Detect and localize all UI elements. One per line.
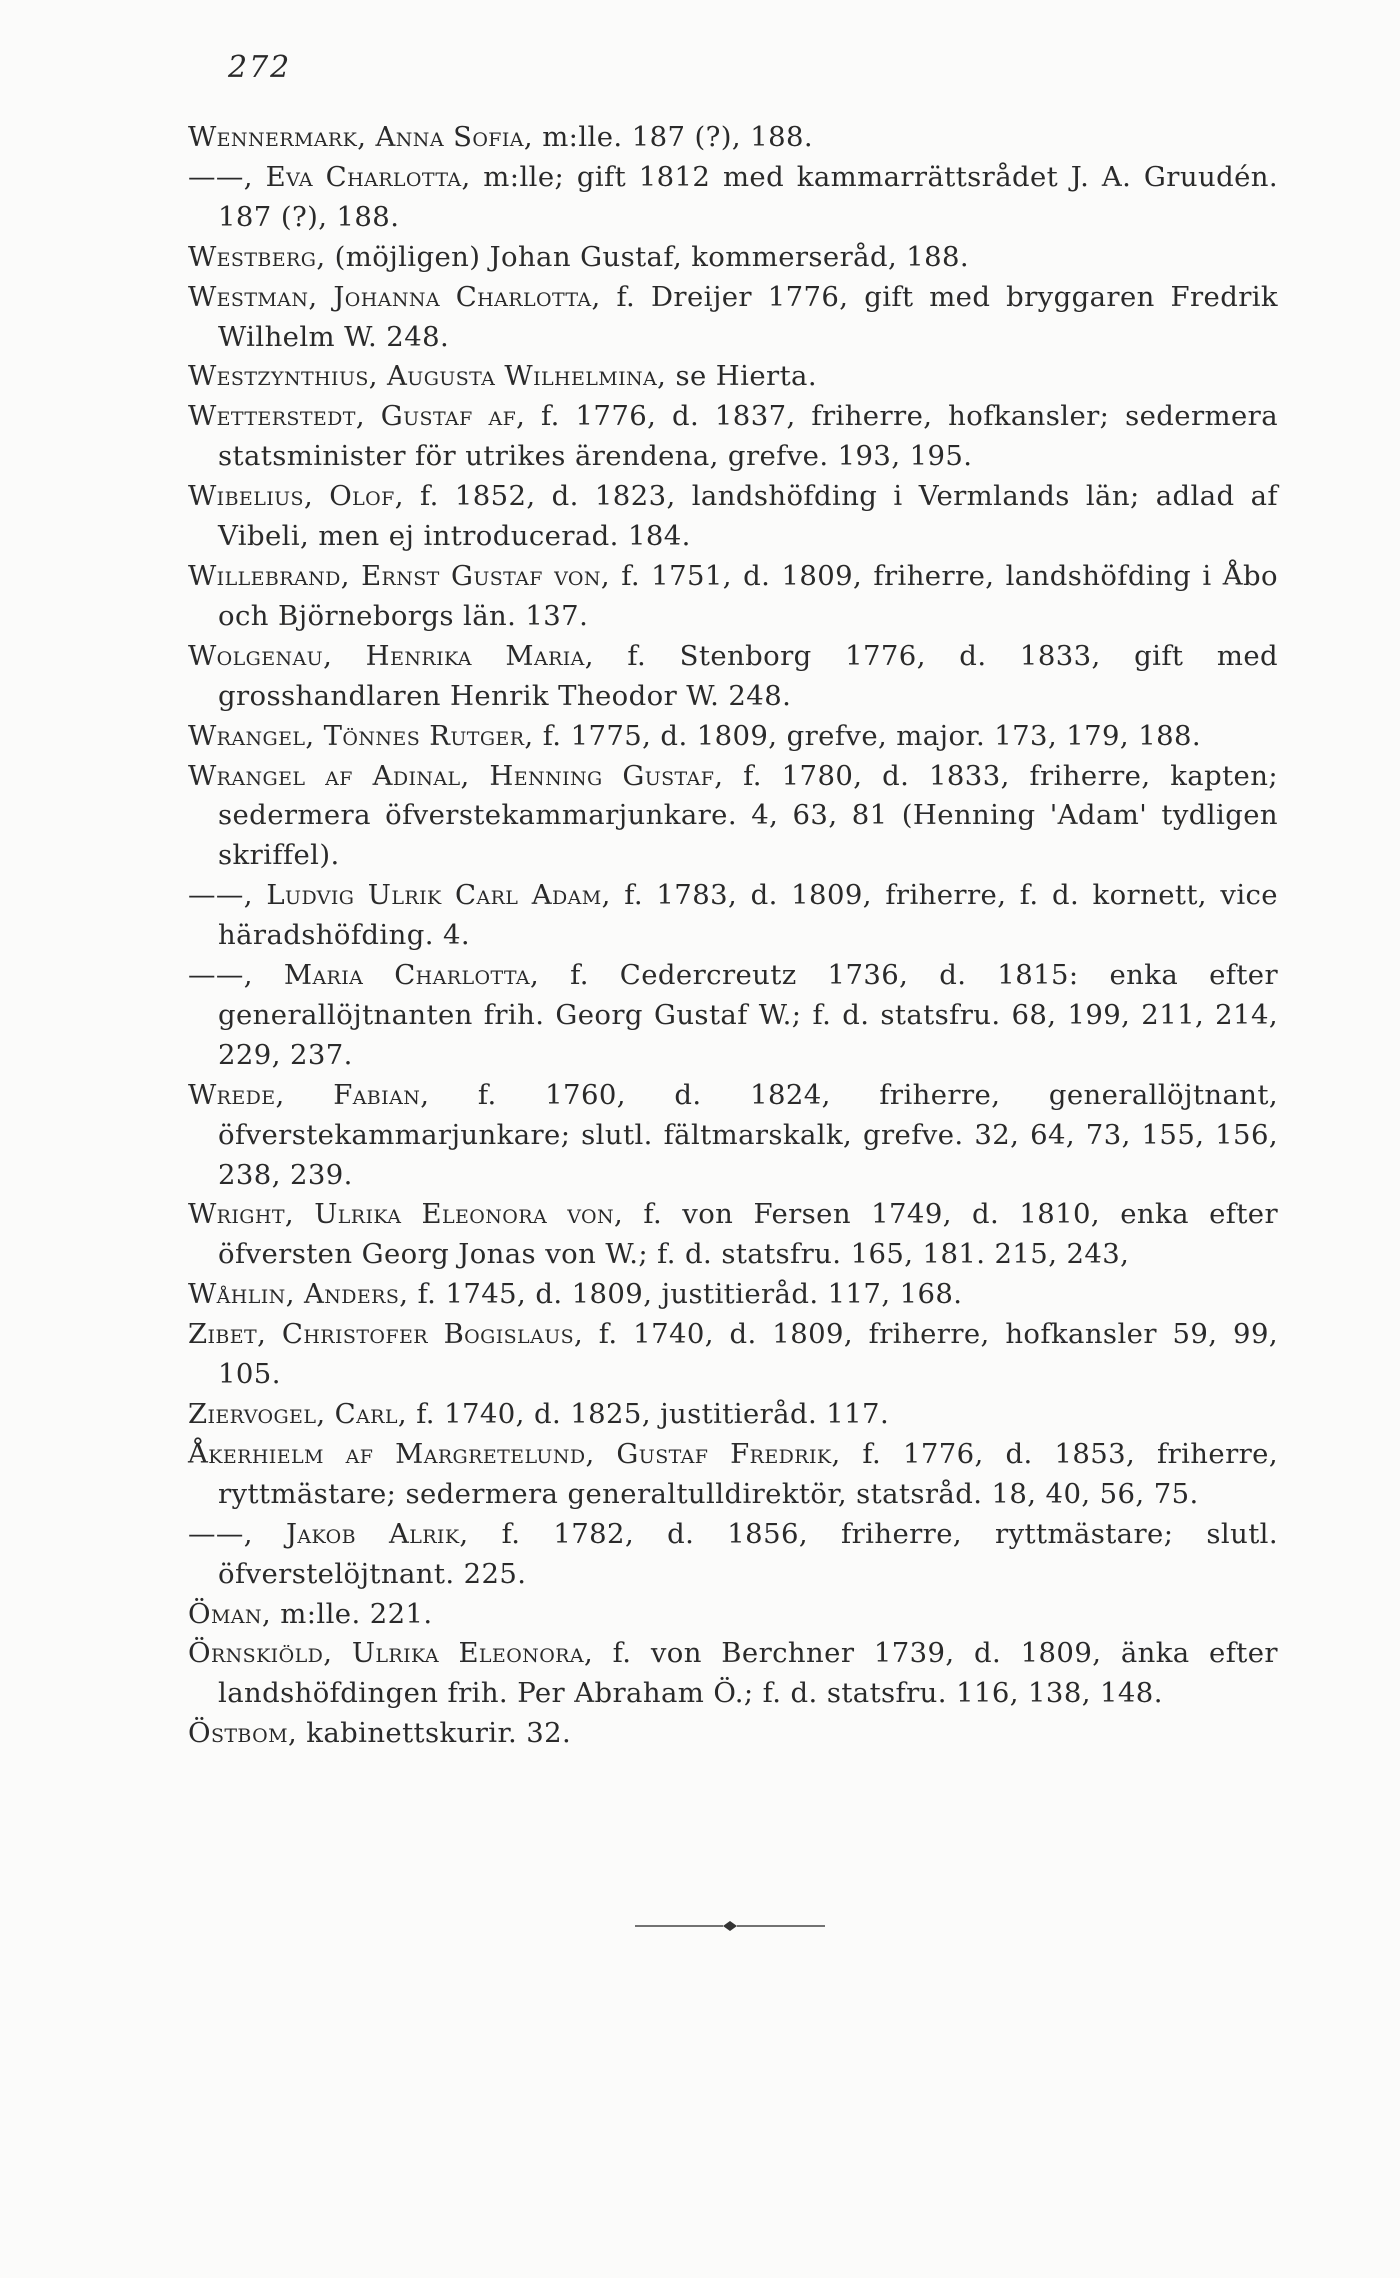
entry-name: Östbom, (188, 1717, 298, 1750)
index-entry (188, 956, 1278, 1076)
entry-name: Wolgenau, Henrika Maria, (188, 639, 594, 672)
entry-text: f. 1776, d. 1853, friherre, ryttmästare; sedermera generaltulldirektör, statsråd. 18, 40, 56, 75. (218, 1437, 1278, 1510)
entry-text: f. Dreijer 1776, gift med bryggaren Fredrik Wilhelm W. 248. (218, 280, 1278, 353)
entry-name: ——, Maria Charlotta, (188, 959, 540, 992)
entry-text: f. 1780, d. 1833, friherre, kapten; sedermera öfverstekammarjunkare. 4, 63, 81 (Henning 'Adam' tydligen skriffel). (218, 759, 1278, 872)
index-entry (188, 557, 1278, 637)
entry-name: ——, Eva Charlotta, (188, 160, 471, 193)
index-entry (188, 1595, 1278, 1635)
entry-name: Öman, (188, 1597, 272, 1630)
index-entry (188, 238, 1278, 278)
entry-text: (möjligen) Johan Gustaf, kommerseråd, 188. (325, 240, 970, 273)
entry-name: Ziervogel, Carl, (188, 1398, 408, 1430)
entry-name: Westman, Johanna Charlotta, (188, 280, 601, 313)
entry-text: m:lle. 187 (?), 188. (533, 121, 814, 153)
page-number: 272 (228, 50, 292, 85)
index-entry (188, 1076, 1278, 1196)
entry-name: ——, Ludvig Ulrik Carl Adam, (188, 879, 611, 912)
entry-name: ——, Jakob Alrik, (188, 1517, 469, 1550)
entry-text: m:lle; gift 1812 med kammarrättsrådet J. A. Gruudén. 187 (?), 188. (218, 160, 1279, 233)
entry-name: Wrangel af Adinal, Henning Gustaf, (188, 759, 724, 792)
entry-name: Wåhlin, Anders, (188, 1278, 409, 1311)
entry-name: Wright, Ulrika Eleonora von, (188, 1198, 624, 1231)
entry-name: Wrangel, Tönnes Rutger, (188, 719, 534, 752)
index-entry (188, 1435, 1278, 1515)
index-entry (188, 717, 1278, 757)
index-entry (188, 158, 1278, 238)
index-entry (188, 1275, 1278, 1315)
index-entry (188, 278, 1278, 358)
diamond-icon (723, 1921, 737, 1931)
entry-text: f. 1740, d. 1809, friherre, hofkansler 59, 99, 105. (218, 1318, 1278, 1391)
index-entry (188, 118, 1278, 158)
index-entry (188, 397, 1278, 477)
index-entry (188, 1395, 1278, 1435)
index-entry (188, 1634, 1278, 1714)
entry-name: Wennermark, Anna Sofia, (188, 121, 534, 153)
entry-text: f. 1775, d. 1809, grefve, major. 173, 179, 188. (533, 719, 1202, 752)
index-entry (188, 757, 1278, 877)
entry-text: se Hierta. (666, 360, 817, 393)
entry-text: f. 1751, d. 1809, friherre, landshöfding i Åbo och Björneborgs län. 137. (218, 559, 1278, 632)
entry-text: f. 1782, d. 1856, friherre, ryttmästare; slutl. öfverstelöjtnant. 225. (218, 1517, 1278, 1590)
entry-name: Westberg, (188, 240, 326, 273)
entry-text: f. 1776, d. 1837, friherre, hofkansler; sedermera statsminister för utrikes ärendena, grefve. 193, 195. (218, 400, 1279, 473)
entry-name: Westzynthius, Augusta Wilhelmina, (188, 360, 667, 393)
entry-name: Örnskiöld, Ulrika Eleonora, (188, 1637, 594, 1670)
index-entry (188, 357, 1278, 397)
end-ornament (635, 1914, 825, 1938)
entry-text: f. von Fersen 1749, d. 1810, enka efter öfversten Georg Jonas von W.; f. d. statsfru. 165, 181. 215, 243, (218, 1198, 1278, 1271)
entry-name: Wibelius, Olof, (188, 480, 404, 513)
entry-text: f. Cedercreutz 1736, d. 1815: enka efter generallöjtnanten frih. Georg Gustaf W.; f. d. statsfru. 68, 199, 211, 214, 229, 237. (218, 959, 1278, 1071)
entry-text: f. 1852, d. 1823, landshöfding i Vermlands län; adlad af Vibeli, men ej introducerad. 184. (218, 480, 1279, 553)
entry-text: f. von Berchner 1739, d. 1809, änka efter landshöfdingen frih. Per Abraham Ö.; f. d. statsfru. 116, 138, 148. (218, 1637, 1278, 1710)
entry-text: m:lle. 221. (271, 1597, 433, 1630)
index-entry (188, 637, 1278, 717)
entry-name: Zibet, Christofer Bogislaus, (188, 1318, 584, 1351)
entry-name: Wetterstedt, Gustaf af, (188, 400, 526, 433)
entry-name: Åkerhielm af Margretelund, Gustaf Fredrik, (188, 1437, 841, 1470)
index-entry (188, 1195, 1278, 1275)
entry-text: f. 1740, d. 1825, justitieråd. 117. (407, 1398, 890, 1430)
index-entry (188, 1315, 1278, 1395)
entry-text: f. 1745, d. 1809, justitieråd. 117, 168. (408, 1278, 963, 1311)
index-entries (188, 118, 1278, 1754)
entry-name: Willebrand, Ernst Gustaf von, (188, 559, 611, 592)
entry-text: f. Stenborg 1776, d. 1833, gift med grosshandlaren Henrik Theodor W. 248. (218, 639, 1278, 712)
index-entry (188, 1714, 1278, 1754)
entry-text: f. 1760, d. 1824, friherre, generallöjtnant, öfverstekammarjunkare; slutl. fältmarskalk, grefve. 32, 64, 73, 155, 156, 238, 239. (218, 1078, 1279, 1191)
index-entry (188, 477, 1278, 557)
entry-text: kabinettskurir. 32. (297, 1717, 572, 1750)
index-entry (188, 1515, 1278, 1595)
entry-text: f. 1783, d. 1809, friherre, f. d. kornett, vice häradshöfding. 4. (218, 879, 1278, 952)
index-entry (188, 876, 1278, 956)
entry-name: Wrede, Fabian, (188, 1078, 430, 1111)
